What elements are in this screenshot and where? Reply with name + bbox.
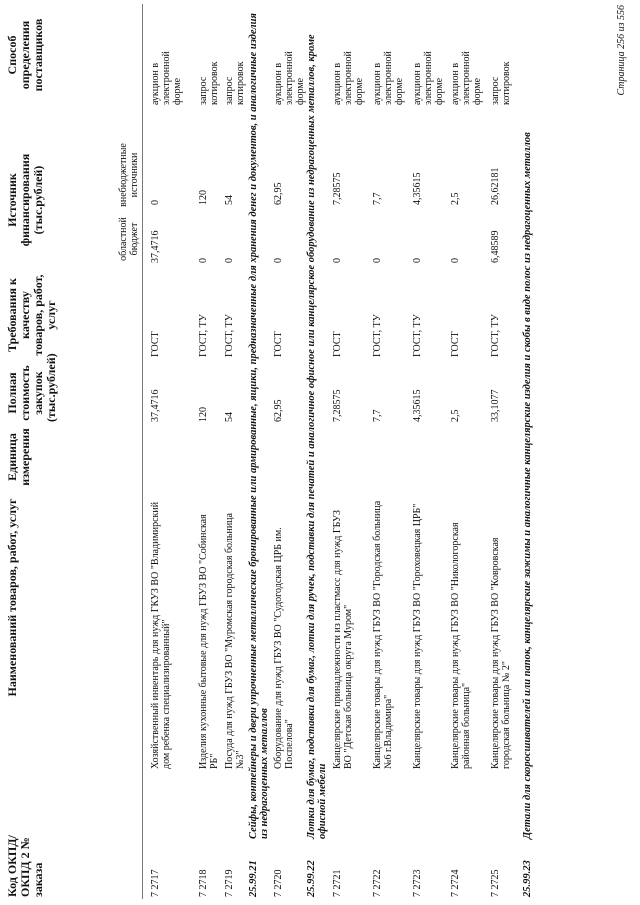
row-budget: 0 [450, 258, 461, 263]
row-budget: 0 [198, 258, 209, 263]
row-extrabudget: 4,35615 [412, 172, 423, 205]
row-budget: 0 [273, 258, 284, 263]
row-extrabudget: 54 [224, 195, 235, 205]
row-extrabudget: 7,7 [372, 192, 383, 205]
header-budget: областной бюджет [118, 217, 140, 261]
row-number: 7 2717 [150, 869, 161, 897]
page-number: Страница 256 из 556 [616, 5, 627, 96]
row-name: Канцелярские товары для нужд ГБУЗ ВО "Городская больница №6 г.Владимира" [372, 500, 394, 769]
section-code: 25.99.21 [248, 860, 259, 897]
header-financing: Источник финансирования (тыс.рублей) [5, 153, 45, 247]
row-budget: 0 [372, 258, 383, 263]
row-method: аукцион в электронной форме [450, 51, 483, 105]
row-cost: 54 [224, 412, 235, 422]
row-number: 7 2721 [332, 869, 343, 897]
row-requirements: ГОСТ, ТУ [224, 314, 235, 357]
row-requirements: ГОСТ [150, 331, 161, 357]
section-code: 25.99.23 [522, 860, 533, 897]
row-name: Канцелярские товары для нужд ГБУЗ ВО "Ковровская городская больница № 2" [490, 537, 512, 769]
row-extrabudget: 0 [150, 200, 161, 205]
row-cost: 2,5 [450, 409, 461, 422]
row-extrabudget: 7,28575 [332, 172, 343, 205]
row-budget: 0 [224, 258, 235, 263]
row-method: запрос котировок [198, 61, 220, 105]
row-budget: 0 [412, 258, 423, 263]
row-requirements: ГОСТ, ТУ [412, 314, 423, 357]
row-requirements: ГОСТ, ТУ [372, 314, 383, 357]
header-method: Способ определения поставщиков [5, 18, 45, 92]
row-name: Хозяйственный инвентарь для нужд ГКУЗ ВО "Владимирский дом ребенка специализированный" [150, 501, 172, 769]
row-method: аукцион в электронной форме [412, 51, 445, 105]
row-name: Канцелярские товары для нужд ГБУЗ ВО "Никологорская районная больница" [450, 522, 472, 769]
row-cost: 37,4716 [150, 389, 161, 422]
row-requirements: ГОСТ [273, 331, 284, 357]
row-number: 7 2723 [412, 869, 423, 897]
row-cost: 7,7 [372, 409, 383, 422]
section-text: Сейфы, контейнеры и двери упрочненные металлические бронированные или армированные, ящики, предназначенные для хранения денег и документов, и аналогичные изделия из недрагоценных металлов [248, 13, 270, 839]
row-extrabudget: 62,95 [273, 182, 284, 205]
row-cost: 4,35615 [412, 389, 423, 422]
row-budget: 37,4716 [150, 230, 161, 263]
row-number: 7 2722 [372, 869, 383, 897]
header-requirements: Требования к качеству товаров, работ, услуг [5, 274, 58, 356]
row-requirements: ГОСТ, ТУ [490, 314, 501, 357]
header-cost: Полная стоимость закупок (тыс.рублей) [5, 353, 58, 422]
row-method: аукцион в электронной форме [150, 51, 183, 105]
section-code: 25.99.22 [306, 860, 317, 897]
row-budget: 6,48589 [490, 230, 501, 263]
row-cost: 33,1077 [490, 389, 501, 422]
row-name: Канцелярские товары для нужд ГБУЗ ВО "Гороховецкая ЦРБ" [412, 503, 423, 769]
header-extrabudget: внебюджетные источники [118, 143, 140, 207]
row-name: Канцелярские принадлежности из пластмасс для нужд ГБУЗ ВО "Детская больница округа Муром" [332, 510, 354, 769]
row-number: 7 2725 [490, 869, 501, 897]
row-budget: 0 [332, 258, 343, 263]
header-name: Наименований товаров, работ, услуг [5, 498, 19, 697]
header-unit: Единица измерения [5, 428, 32, 486]
header-divider [142, 4, 143, 899]
row-method: аукцион в электронной форме [273, 51, 306, 105]
section-text: Лотки для бумаг, подставки для бумаг, лотки для ручек, подставки для печатей и аналогичное офисное или канцелярское оборудование из недрагоценных металлов, кроме офисной мебели [306, 34, 328, 839]
row-extrabudget: 2,5 [450, 192, 461, 205]
row-name: Изделия кухонные бытовые для нужд ГБУЗ ВО "Собинская РБ" [198, 514, 220, 769]
row-method: аукцион в электронной форме [372, 51, 405, 105]
row-method: аукцион в электронной форме [332, 51, 365, 105]
row-number: 7 2719 [224, 869, 235, 897]
row-requirements: ГОСТ [450, 331, 461, 357]
row-extrabudget: 120 [198, 190, 209, 205]
row-name: Оборудование для нужд ГБУЗ ВО "Судогодская ЦРБ им. Поспелова" [273, 527, 295, 769]
row-number: 7 2718 [198, 869, 209, 897]
row-number: 7 2720 [273, 869, 284, 897]
row-extrabudget: 26,62181 [490, 167, 501, 205]
row-name: Посуда для нужд ГБУЗ ВО "Муромская городская больница №3" [224, 513, 246, 769]
row-requirements: ГОСТ, ТУ [198, 314, 209, 357]
row-method: запрос котировок [490, 61, 512, 105]
row-number: 7 2724 [450, 869, 461, 897]
row-cost: 120 [198, 407, 209, 422]
section-text: Детали для скоросшивателей или папок, канцелярские зажимы и аналогичные канцелярские изделия и скобы в виде полос из недрагоценных металлов [522, 132, 533, 839]
row-method: запрос котировок [224, 61, 246, 105]
header-code: Код ОКПД/ ОКПД 2 № заказа [5, 835, 45, 897]
row-cost: 62,95 [273, 399, 284, 422]
row-requirements: ГОСТ [332, 331, 343, 357]
row-cost: 7,28575 [332, 389, 343, 422]
